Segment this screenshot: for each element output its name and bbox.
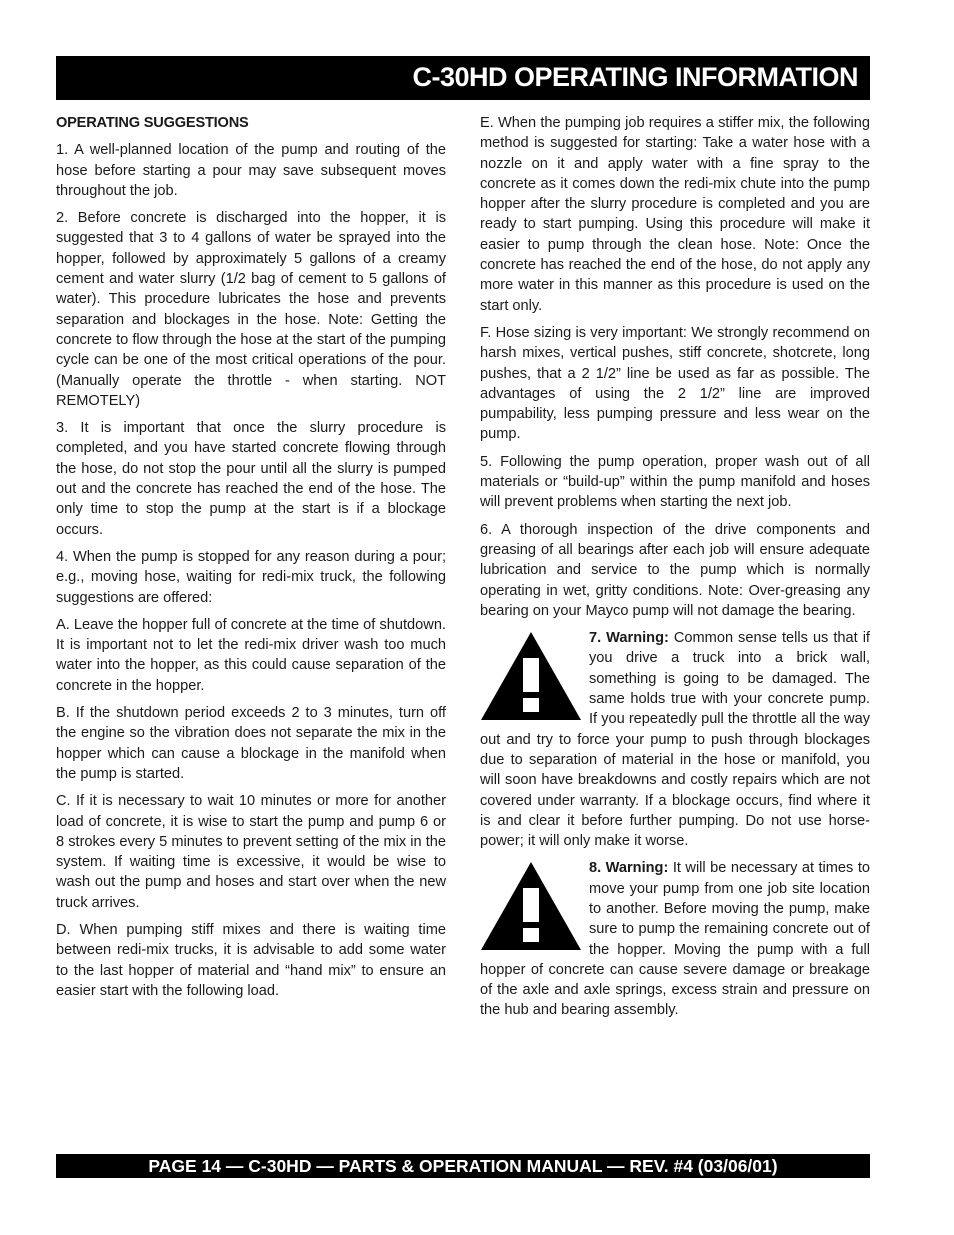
paragraph-3: 3. It is important that once the slurry procedure is completed, and you have started concrete flowing through the hose, do not stop the pour until all the slurry is pumped out and the concrete has reached the end of the hose. The only time to stop the pump at the start is if a blockage occurs. <box>56 420 446 538</box>
warning-triangle-icon <box>479 860 583 952</box>
warning-7-label: 7. Warning: <box>589 630 669 647</box>
paragraph-4f: F. Hose sizing is very important: We strongly recommend on harsh mixes, vertical pushes, stiff concrete, shotcrete, long pushes, that a 2 1/2” line be used as far as possible. The advantages of using the 2 1/2” line are improved pumpability, less pumping pressure and less wear on the pump. <box>480 324 870 443</box>
warning-8-label: 8. Warning: <box>589 860 669 877</box>
warning-7-text: Common sense tells us that if you drive a truck into a brick wall, something is going to be damaged. The same holds true with your concrete pump. If you repeatedly pull the throttle all the way out and try to force your pump to push through blockages due to separation of material in the hose or manifold, you will soon have breakdowns and costly repairs which are not covered under warranty. If a blockage occurs, find where it is and clear it before further pumping. Do not use horse-power; it will only make it worse. <box>480 630 870 850</box>
paragraph-4b: B. If the shutdown period exceeds 2 to 3 minutes, turn off the engine so the vibration does not separate the mix in the hopper which can cause a blockage in the manifold when the pump is started. <box>56 705 446 782</box>
warning-8-text: It will be necessary at times to move your pump from one job site location to another. Before moving the pump, make sure to pump the remaining concrete out of the hopper. Moving the pump with a full hopper of concrete can cause severe damage or breakage of the axle and axle springs, excess strain and pressure on the hub and bearing assembly. <box>480 860 870 1019</box>
paragraph-4c: C. If it is necessary to wait 10 minutes or more for another load of concrete, it is wise to start the pump and pump 6 or 8 strokes every 5 minutes to prevent setting of the mix in the system. If waiting time is excessive, it would be wise to wash out the pump and hoses and start over when the new truck arrives. <box>56 793 446 911</box>
paragraph-6: 6. A thorough inspection of the drive components and greasing of all bearings after each job will ensure adequate lubrication and service to the pump which is normally operating in wet, gritty conditions. Note: Over-greasing any bearing on your Mayco pump will not damage the bearing. <box>480 521 870 619</box>
page-footer-bar <box>56 1154 870 1178</box>
paragraph-2: 2. Before concrete is discharged into the hopper, it is suggested that 3 to 4 gallons of water be sprayed into the hopper, followed by approximately 5 gallons of a creamy cement and water slurry (1/2 bag of cement to 5 gallons of water). This procedure lubricates the hose and prevents separation and blockages in the hose. Note: Getting the concrete to flow through the hose at the start of the pumping cycle can be one of the most critical operations of the pour. (Manually operate the throttle - when starting. NOT REMOTELY) <box>56 210 446 409</box>
paragraph-4d: D. When pumping stiff mixes and there is waiting time between redi-mix trucks, it is advisable to add some water to the last hopper of material and “hand mix” to ensure an easier start with the following load. <box>56 921 446 999</box>
paragraph-5: 5. Following the pump operation, proper wash out of all materials or “build-up” within the pump manifold and hoses will prevent problems when starting the next job. <box>480 453 870 511</box>
section-heading: OPERATING SUGGESTIONS <box>56 115 249 131</box>
warning-triangle-icon <box>479 630 583 722</box>
footer-text: PAGE 14 — C-30HD — PARTS & OPERATION MANUAL — REV. #4 (03/06/01) <box>148 1156 778 1176</box>
paragraph-1: 1. A well-planned location of the pump and routing of the hose before starting a pour may save subsequent moves throughout the job. <box>56 142 446 199</box>
page-header-bar <box>56 56 870 100</box>
paragraph-4a: A. Leave the hopper full of concrete at the time of shutdown. It is important not to let the redi-mix driver wash too much water into the hopper, as this could cause separation of the concrete in the hopper. <box>56 616 446 694</box>
paragraph-4: 4. When the pump is stopped for any reason during a pour; e.g., moving hose, waiting for redi-mix truck, the following suggestions are offered: <box>56 548 446 606</box>
warning-8 <box>480 858 870 1020</box>
right-column <box>480 113 870 1028</box>
warning-7 <box>480 628 870 851</box>
left-column <box>56 113 446 1008</box>
page-title: C-30HD OPERATING INFORMATION <box>412 62 858 92</box>
paragraph-4e: E. When the pumping job requires a stiffer mix, the following method is suggested for starting: Take a water hose with a nozzle on it and apply water with a fine spray to the concrete as it comes down the redi-mix chute into the pump hopper after the slurry procedure is completed and you are ready to start pumping. Using this procedure will make it easier to pump through the clean hose. Note: Once the concrete has reached the end of the hose, do not apply any more water in this manner as this procedure is used on the start only. <box>480 115 870 314</box>
